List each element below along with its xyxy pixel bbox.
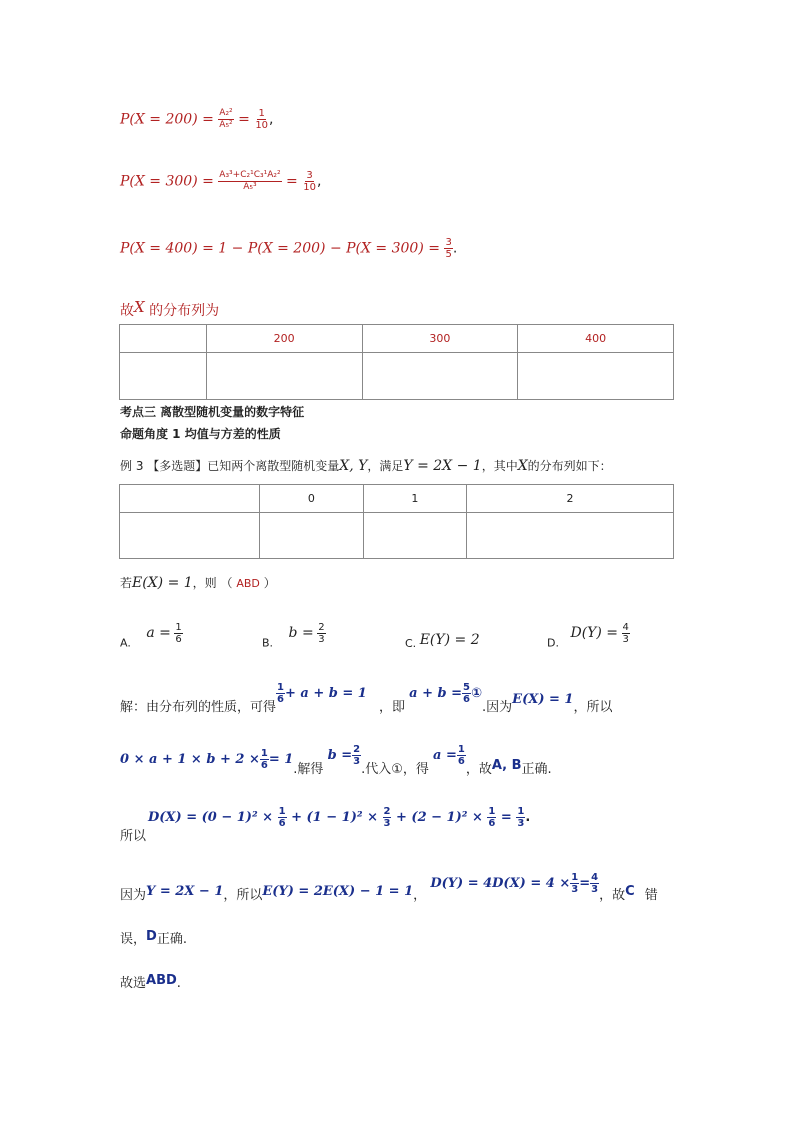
table1-cell	[206, 353, 362, 400]
example-mid2: ，其中	[481, 459, 518, 473]
sol4-ey: E(Y) = 2E(X) − 1 = 1	[262, 884, 414, 899]
sol2-f-den: 6	[260, 760, 268, 771]
option-b-label: B.	[262, 636, 274, 650]
table2-cell	[120, 513, 260, 559]
p400-lhs: P(X = 400) = 1 − P(X = 200) − P(X = 300) =	[120, 240, 440, 257]
p400-rden: 5	[445, 249, 452, 260]
option-c-expr: E(Y) = 2	[419, 632, 480, 648]
condition-answer: ABD	[236, 577, 260, 590]
sol1-mid: ，即	[379, 700, 406, 715]
sol3-f3-num: 1	[488, 806, 496, 817]
sol2-formula	[120, 748, 294, 771]
p200-eq: =	[238, 111, 250, 128]
option-d-den: 3	[622, 634, 629, 645]
option-a-label: A.	[120, 636, 131, 650]
sol2-mid3: ，故	[465, 762, 492, 777]
sol2-a	[433, 744, 466, 767]
sol3-f1-den: 6	[278, 818, 286, 829]
solution-line-6	[120, 972, 181, 991]
sol6-ans: ABD	[146, 973, 177, 988]
dist-intro-pre: 故	[120, 303, 134, 319]
sol5-d: D	[146, 929, 157, 944]
p300-den: A₅³	[243, 182, 257, 192]
sol1-f1-num: 1	[277, 682, 284, 693]
option-d-label: D.	[547, 636, 559, 650]
section-subtitle: 命题角度 1 均值与方差的性质	[120, 427, 281, 441]
p200-rden: 10	[255, 120, 269, 131]
option-a-den: 6	[175, 634, 182, 645]
sol4-c: C	[625, 884, 635, 899]
sol2-b	[327, 744, 361, 767]
sol2-b-den: 3	[353, 756, 361, 767]
p300-rnum: 3	[306, 170, 313, 181]
condition-mid: ，则 （	[192, 576, 233, 590]
example-post: 的分布列如下：	[527, 459, 612, 473]
p300-eq: =	[286, 173, 298, 190]
sol1-ex: E(X) = 1	[512, 692, 574, 707]
sol2-post: 正确.	[521, 762, 552, 777]
table2-header-3: 2	[467, 485, 674, 513]
formula-p200	[120, 108, 274, 131]
distribution-table-1	[119, 324, 674, 400]
section-title: 考点三 离散型随机变量的数字特征	[120, 405, 305, 419]
p300-lhs: P(X = 300) =	[120, 173, 214, 190]
option-a-expr: a =	[146, 624, 171, 641]
sol3-f4-den: 3	[517, 818, 525, 829]
sol2-f-num: 1	[260, 748, 268, 759]
sol3-f2: + (1 − 1)² ×	[291, 810, 378, 825]
p400-result	[444, 237, 452, 260]
sol2-a-den: 6	[457, 756, 465, 767]
dist-intro-post: 的分布列为	[149, 303, 220, 319]
table2-header-1: 0	[260, 485, 363, 513]
sol6-pre: 故选	[120, 976, 147, 991]
option-b-expr: b =	[288, 624, 314, 641]
dist-intro-var: X	[134, 298, 145, 316]
example-var: X	[517, 458, 528, 474]
p200-num: A₂²	[219, 108, 233, 118]
sol4-rel: Y = 2X − 1	[146, 884, 224, 899]
solution-line-2	[120, 744, 552, 777]
solution-line-1	[120, 682, 612, 715]
sol4-dy-expr: D(Y) = 4D(X) = 4 ×	[430, 876, 571, 891]
sol1-mid2: .因为	[482, 700, 513, 715]
option-d	[547, 622, 630, 650]
sol3-f: D(X) = (0 − 1)² ×	[148, 810, 274, 825]
sol3-post: .	[525, 810, 531, 825]
example-vars: X, Y	[339, 458, 368, 474]
option-c-label: C.	[405, 637, 417, 650]
sol4-dy-num: 1	[571, 872, 579, 883]
condition-expr: E(X) = 1	[132, 575, 193, 591]
option-d-fraction	[622, 622, 630, 645]
p300-tail: ,	[316, 173, 322, 190]
sol2-a-num: 1	[457, 744, 465, 755]
table1-header-1: 200	[206, 325, 362, 353]
table1-header-2: 300	[362, 325, 518, 353]
sol2-b-expr: b =	[327, 748, 353, 763]
sol3-f2-den: 3	[383, 818, 391, 829]
solution-line-3-prefix: 所以	[120, 829, 147, 844]
option-c	[405, 632, 480, 650]
table2-header-2: 1	[363, 485, 466, 513]
p300-result	[302, 170, 317, 193]
p300-rden: 10	[303, 182, 316, 193]
sol4-post: 错	[644, 888, 658, 903]
p200-tail: ,	[269, 111, 274, 128]
sol5-pre: 误，	[120, 932, 147, 947]
sol6-post: .	[176, 976, 181, 991]
option-a-num: 1	[175, 622, 182, 633]
option-d-num: 4	[622, 622, 629, 633]
p300-fraction	[218, 170, 281, 193]
sol2-mid2: .代入①，得	[361, 762, 429, 777]
sol4-mid: ，所以	[223, 888, 263, 903]
p200-fraction	[218, 108, 233, 131]
sol2-ab: A, B	[491, 758, 522, 773]
sol4-dy-den2: 3	[591, 884, 599, 895]
sol4-dy-num2: 4	[591, 872, 599, 883]
option-b-fraction	[317, 622, 325, 645]
p400-tail: .	[452, 240, 458, 257]
sol1-f1-den: 6	[277, 694, 284, 705]
table2-cell	[260, 513, 363, 559]
p200-lhs: P(X = 200) =	[120, 111, 214, 128]
sol4-pre: 因为	[120, 888, 147, 903]
sol1-f2: a + b =	[409, 686, 463, 701]
condition-pre: 若	[120, 576, 133, 590]
sol1-formula1	[276, 682, 367, 705]
example-relation: Y = 2X − 1	[403, 458, 482, 474]
option-b-den: 3	[318, 634, 325, 645]
sol5-post: 正确.	[156, 932, 187, 947]
solution-line-3-formula	[148, 806, 530, 829]
condition-post: ）	[263, 576, 276, 590]
sol3-f4: =	[500, 810, 512, 825]
distribution-table-2	[119, 484, 674, 559]
sol2-f: 0 × a + 1 × b + 2 ×	[120, 752, 260, 767]
sol1-f2-den: 6	[463, 694, 471, 705]
p200-rnum: 1	[258, 108, 265, 119]
sol4-mid3: ，故	[599, 888, 626, 903]
sol3-f3: + (2 − 1)² ×	[396, 810, 483, 825]
p400-rnum: 3	[445, 237, 452, 248]
sol2-mid: .解得	[293, 762, 324, 777]
sol2-b-num: 2	[353, 744, 361, 755]
sol1-f2-num: 5	[463, 682, 471, 693]
sol4-mid2: ，	[413, 888, 427, 903]
p200-result	[254, 108, 269, 131]
example-statement	[120, 457, 612, 474]
option-b	[262, 622, 326, 650]
sol1-formula2	[409, 682, 483, 705]
sol1-circ: ①	[471, 686, 483, 701]
formula-p400	[120, 237, 457, 260]
table1-header-3: 400	[518, 325, 674, 353]
sol4-dy	[430, 872, 599, 895]
option-b-num: 2	[318, 622, 325, 633]
sol3-f3-den: 6	[488, 818, 496, 829]
sol3-f1-num: 1	[278, 806, 286, 817]
option-a-fraction	[174, 622, 182, 645]
solution-line-4	[120, 872, 658, 903]
sol3-f4-num: 1	[517, 806, 525, 817]
p200-den: A₅²	[219, 120, 233, 130]
sol1-f1-rest: + a + b = 1	[284, 686, 367, 701]
table1-cell	[518, 353, 674, 400]
table1-cell	[362, 353, 518, 400]
option-a	[120, 622, 183, 650]
sol4-dy-eq: =	[579, 876, 591, 891]
table2-cell	[363, 513, 466, 559]
sol2-a-expr: a =	[433, 748, 457, 763]
example-mid: ，满足	[367, 459, 404, 473]
condition-line	[120, 574, 276, 591]
option-d-expr: D(Y) =	[570, 624, 619, 641]
sol2-f-rest: = 1	[268, 752, 294, 767]
table1-cell	[120, 353, 207, 400]
table2-cell	[467, 513, 674, 559]
table2-header-0	[120, 485, 260, 513]
sol1-pre: 解：由分布列的性质，可得	[120, 700, 277, 715]
formula-p300	[120, 170, 321, 193]
example-label: 例 3 【多选题】已知两个离散型随机变量	[120, 459, 340, 473]
table1-header-0	[120, 325, 207, 353]
sol4-dy-den: 3	[571, 884, 579, 895]
sol3-f2-num: 2	[383, 806, 391, 817]
p300-num: A₃³+C₂¹C₃¹A₂²	[219, 170, 281, 180]
dist-intro	[120, 298, 219, 320]
solution-line-5	[120, 928, 187, 947]
sol1-post: ，所以	[573, 700, 613, 715]
